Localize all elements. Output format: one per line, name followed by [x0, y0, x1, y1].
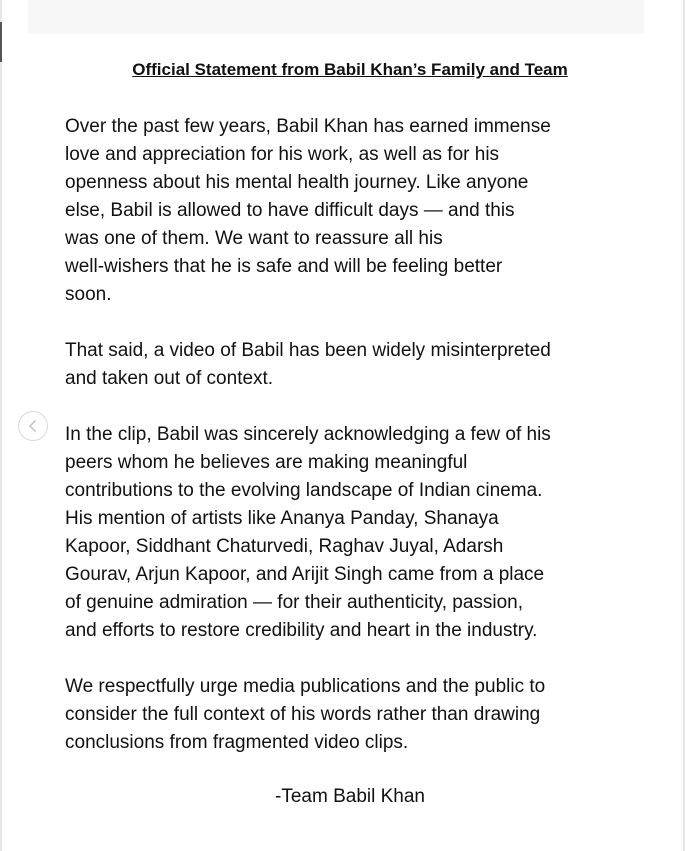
left-edge-border — [0, 0, 2, 851]
statement-paragraph-1: Over the past few years, Babil Khan has earned immense love and appreciation for his work, as well as for his openness about his mental health journey. Like anyone else, Babil is allowed to have difficult days — and this was one of them. We want to reassure all his well-wishers that he is safe and will be feeling better soon. — [65, 116, 551, 305]
statement-paragraph-2: That said, a video of Babil has been widely misinterpreted and taken out of context. — [65, 340, 551, 389]
statement-signoff: -Team Babil Khan — [275, 786, 425, 807]
statement-paragraph-3: In the clip, Babil was sincerely acknowledging a few of his peers whom he believes are making meaningful contributions to the evolving landscape of Indian cinema. His mention of artists like Ananya Panday, Shanaya Kapoor, Siddhant Chaturvedi, Raghav Juyal, Adarsh Gourav, Arjun Kapoor, and Arijit Singh came from a place of genuine admiration — for their authenticity, passion, and efforts to restore credibility and heart in the industry. — [65, 424, 551, 641]
chevron-left-icon — [27, 419, 39, 433]
statement-paragraph-4: We respectfully urge media publications and the public to consider the full context of his words rather than drawing conclusions from fragmented video clips. — [65, 676, 546, 753]
statement-document — [65, 58, 625, 811]
top-header-strip — [28, 0, 644, 34]
left-edge-marker — [0, 22, 2, 62]
carousel-previous-button[interactable] — [18, 411, 48, 441]
statement-title: Official Statement from Babil Khan’s Family and Team — [132, 60, 568, 79]
